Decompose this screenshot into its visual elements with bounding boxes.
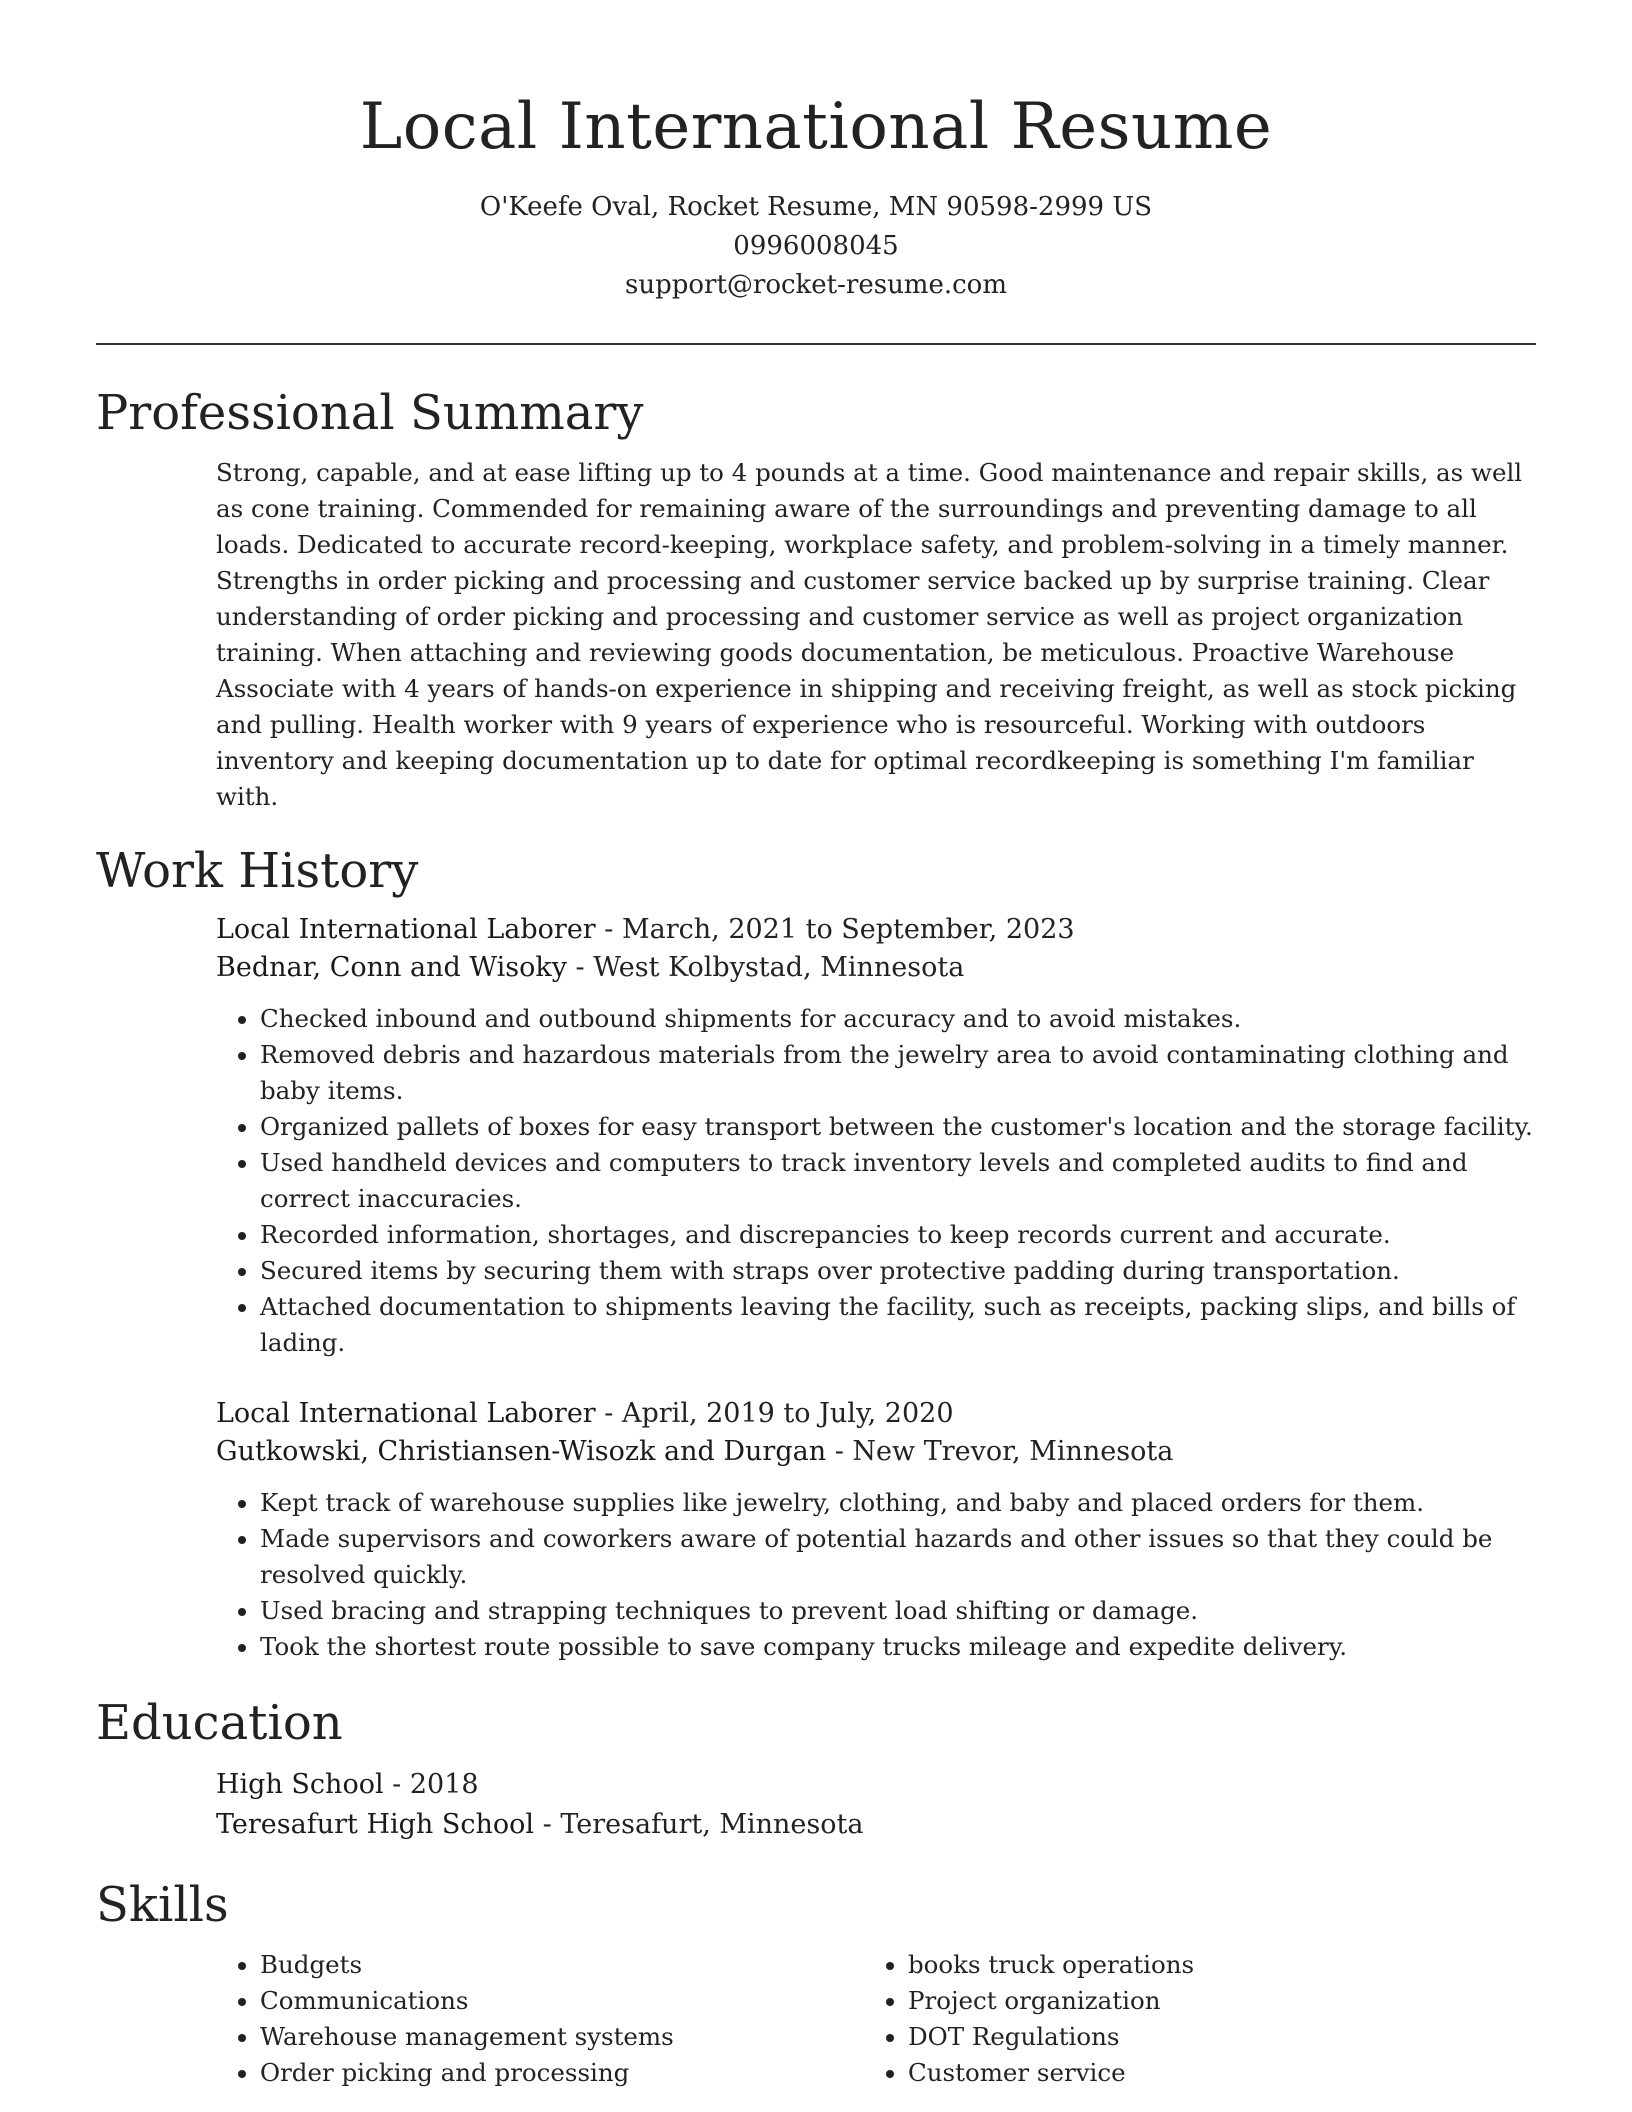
education-section: [96, 1693, 1536, 1845]
skills-body: [216, 1947, 1536, 2091]
job-company-line: [216, 949, 1536, 987]
job-company: Gutkowski, Christiansen-Wisozk and Durgan: [216, 1436, 827, 1467]
job-dates: - April, 2019 to July, 2020: [595, 1398, 954, 1429]
skills-column-right: [864, 1947, 1512, 2091]
education-school-line: [216, 1805, 1536, 1845]
work-history-title: Work History: [96, 843, 419, 899]
job-duty: • Used handheld devices and computers to track inventory levels and completed audits to find and correct inaccuracies.: [260, 1145, 1536, 1217]
summary-section: [96, 383, 1536, 815]
job-location: - West Kolbystad, Minnesota: [566, 952, 965, 983]
job-company-line: [216, 1433, 1536, 1471]
resume-name: Local International Resume: [359, 90, 1273, 164]
header-divider: [96, 343, 1536, 345]
job-duty: • Checked inbound and outbound shipments for accuracy and to avoid mistakes.: [260, 1001, 1536, 1037]
job-title-line: [216, 911, 1536, 949]
job-company: Bednar, Conn and Wisoky: [216, 952, 567, 983]
job-title: Local International Laborer: [216, 914, 596, 945]
job-title-line: [216, 1395, 1536, 1433]
skill-item: • Communications: [260, 1983, 864, 2019]
job-duty: • Kept track of warehouse supplies like jewelry, clothing, and baby and placed orders for them.: [260, 1485, 1536, 1521]
education-title: Education: [96, 1695, 343, 1751]
education-school: Teresafurt High School: [216, 1809, 535, 1840]
skills-title: Skills: [96, 1877, 229, 1933]
summary-text: Strong, capable, and at ease lifting up to 4 pounds at a time. Good maintenance and repair skills, as well as cone training. Commended for remaining aware of the surroundings and preventing damage to all loads. Dedicated to accurate record-keeping, workplace safety, and problem-solving in a timely manner. Strengths in order picking and processing and customer service backed up by surprise training. Clear understanding of order picking and processing and customer service as well as project organization training. When attaching and reviewing goods documentation, be meticulous. Proactive Warehouse Associate with 4 years of hands-on experience in shipping and receiving freight, as well as stock picking and pulling. Health worker with 9 years of experience who is resourceful. Working with outdoors inventory and keeping documentation up to date for optimal recordkeeping is something I'm familiar with.: [216, 458, 1523, 811]
resume-header: [96, 0, 1536, 305]
skill-item: • DOT Regulations: [908, 2019, 1512, 2055]
job-duties-list: [216, 1485, 1536, 1665]
skill-item: • books truck operations: [908, 1947, 1512, 1983]
skill-item: • Warehouse management systems: [260, 2019, 864, 2055]
education-degree-line: [216, 1765, 1536, 1805]
summary-body: [216, 455, 1536, 815]
work-history-body: [216, 911, 1536, 1665]
skill-item: • Project organization: [908, 1983, 1512, 2019]
skills-grid: [216, 1947, 1536, 2091]
job-duties-list: [216, 1001, 1536, 1361]
contact-phone: 0996008045: [733, 231, 899, 261]
skill-item: • Customer service: [908, 2055, 1512, 2091]
job-dates: - March, 2021 to September, 2023: [595, 914, 1075, 945]
education-entry: [216, 1765, 1536, 1845]
job-duty: • Made supervisors and coworkers aware of potential hazards and other issues so that they could be resolved quickly.: [260, 1521, 1536, 1593]
work-history-section: [96, 841, 1536, 1665]
job-duty: • Took the shortest route possible to save company trucks mileage and expedite delivery.: [260, 1629, 1536, 1665]
job-duty: • Attached documentation to shipments leaving the facility, such as receipts, packing slips, and bills of lading.: [260, 1289, 1536, 1361]
job-duty: • Used bracing and strapping techniques to prevent load shifting or damage.: [260, 1593, 1536, 1629]
contact-email: support@rocket-resume.com: [624, 270, 1007, 300]
job-duty: • Removed debris and hazardous materials from the jewelry area to avoid contaminating clothing and baby items.: [260, 1037, 1536, 1109]
contact-info: [96, 188, 1536, 305]
education-body: [216, 1765, 1536, 1845]
summary-title: Professional Summary: [96, 385, 644, 441]
job-duty: • Organized pallets of boxes for easy transport between the customer's location and the storage facility.: [260, 1109, 1536, 1145]
job-entry: [216, 911, 1536, 1361]
skill-item: • Budgets: [260, 1947, 864, 1983]
education-degree: High School: [216, 1769, 384, 1800]
contact-address: O'Keefe Oval, Rocket Resume, MN 90598-2999 US: [479, 192, 1153, 222]
skills-section: [96, 1875, 1536, 2091]
education-location: - Teresafurt, Minnesota: [534, 1809, 864, 1840]
skill-item: • Order picking and processing: [260, 2055, 864, 2091]
job-duty: • Recorded information, shortages, and discrepancies to keep records current and accurate.: [260, 1217, 1536, 1253]
job-title: Local International Laborer: [216, 1398, 596, 1429]
skills-column-left: [216, 1947, 864, 2091]
job-location: - New Trevor, Minnesota: [826, 1436, 1174, 1467]
education-year: - 2018: [383, 1769, 479, 1800]
job-entry: [216, 1395, 1536, 1665]
job-duty: • Secured items by securing them with straps over protective padding during transportation.: [260, 1253, 1536, 1289]
